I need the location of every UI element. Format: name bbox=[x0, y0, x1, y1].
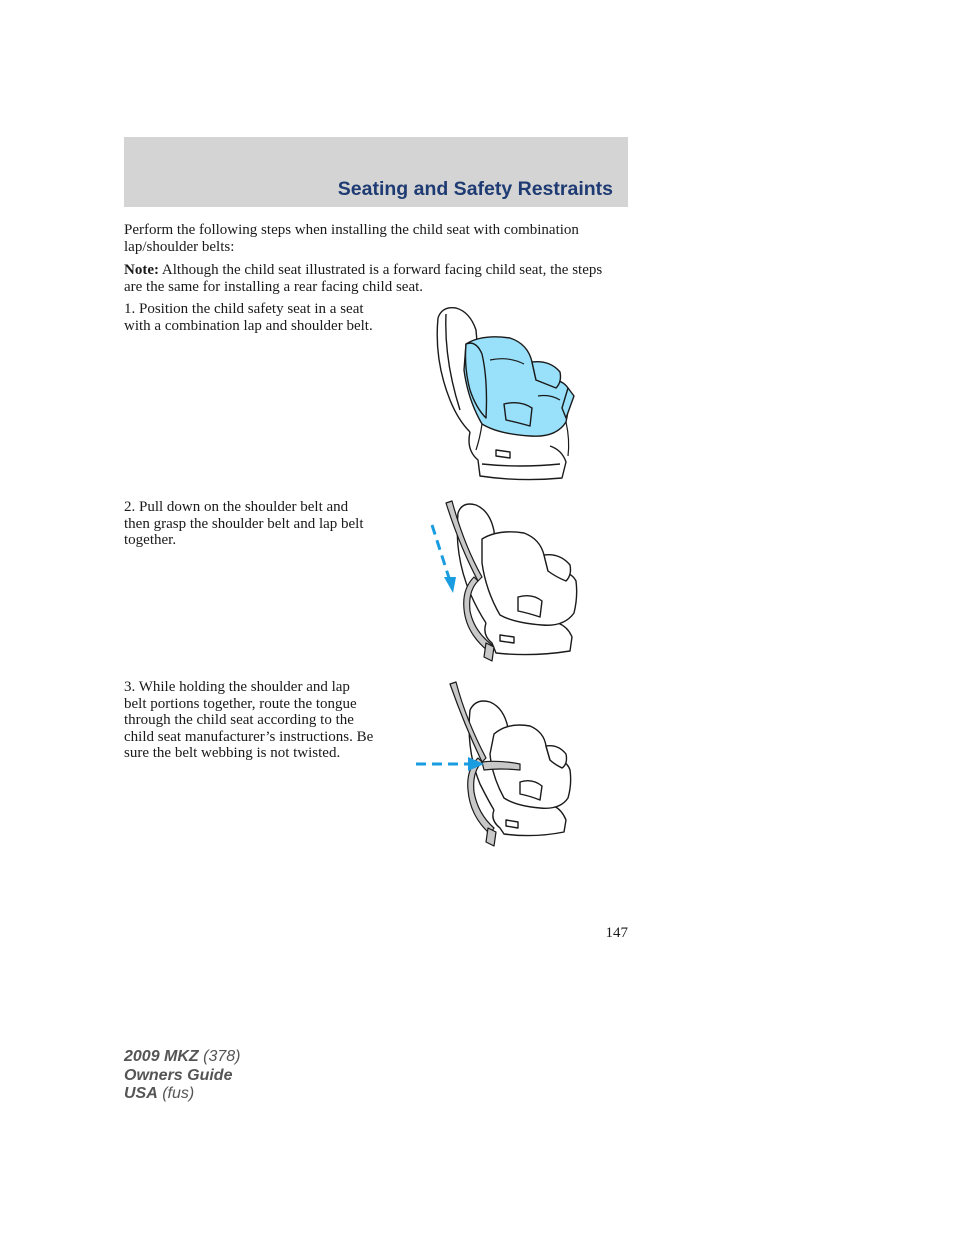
seat-with-child-seat-illustration bbox=[420, 300, 590, 485]
shoulder-belt-pull-illustration bbox=[420, 495, 590, 665]
belt-routing-illustration bbox=[410, 680, 585, 850]
intro-paragraph: Perform the following steps when installing the child seat with combination lap/shoulder belts: bbox=[124, 222, 579, 255]
footer-line-2 bbox=[124, 1067, 241, 1086]
step-2-text: 2. Pull down on the shoulder belt and then grasp the shoulder belt and lap belt together. bbox=[124, 499, 364, 548]
footer-model: 2009 MKZ bbox=[124, 1048, 199, 1065]
footer-line-3 bbox=[124, 1085, 241, 1104]
footer-document-id bbox=[124, 1048, 241, 1104]
footer-region: USA bbox=[124, 1085, 158, 1102]
section-title: Seating and Safety Restraints bbox=[337, 178, 613, 200]
section-header-band bbox=[124, 137, 628, 207]
footer-guide-name: Owners Guide bbox=[124, 1066, 233, 1084]
note-paragraph bbox=[124, 262, 624, 295]
note-text: Although the child seat illustrated is a forward facing child seat, the steps are the same for installing a rear facing child seat. bbox=[124, 262, 603, 295]
step-1-text: 1. Position the child safety seat in a seat with a combination lap and shoulder belt. bbox=[124, 301, 373, 334]
footer-line-1 bbox=[124, 1048, 241, 1067]
note-label: Note: bbox=[124, 262, 159, 278]
footer-region-code: (fus) bbox=[157, 1085, 195, 1102]
page-number: 147 bbox=[605, 925, 628, 941]
footer-model-code: (378) bbox=[198, 1048, 241, 1065]
step-3-text: 3. While holding the shoulder and lap belt portions together, route the tongue through the child seat according to the child seat manufacturer’s instructions. Be sure the belt webbing is not twisted. bbox=[124, 679, 374, 761]
